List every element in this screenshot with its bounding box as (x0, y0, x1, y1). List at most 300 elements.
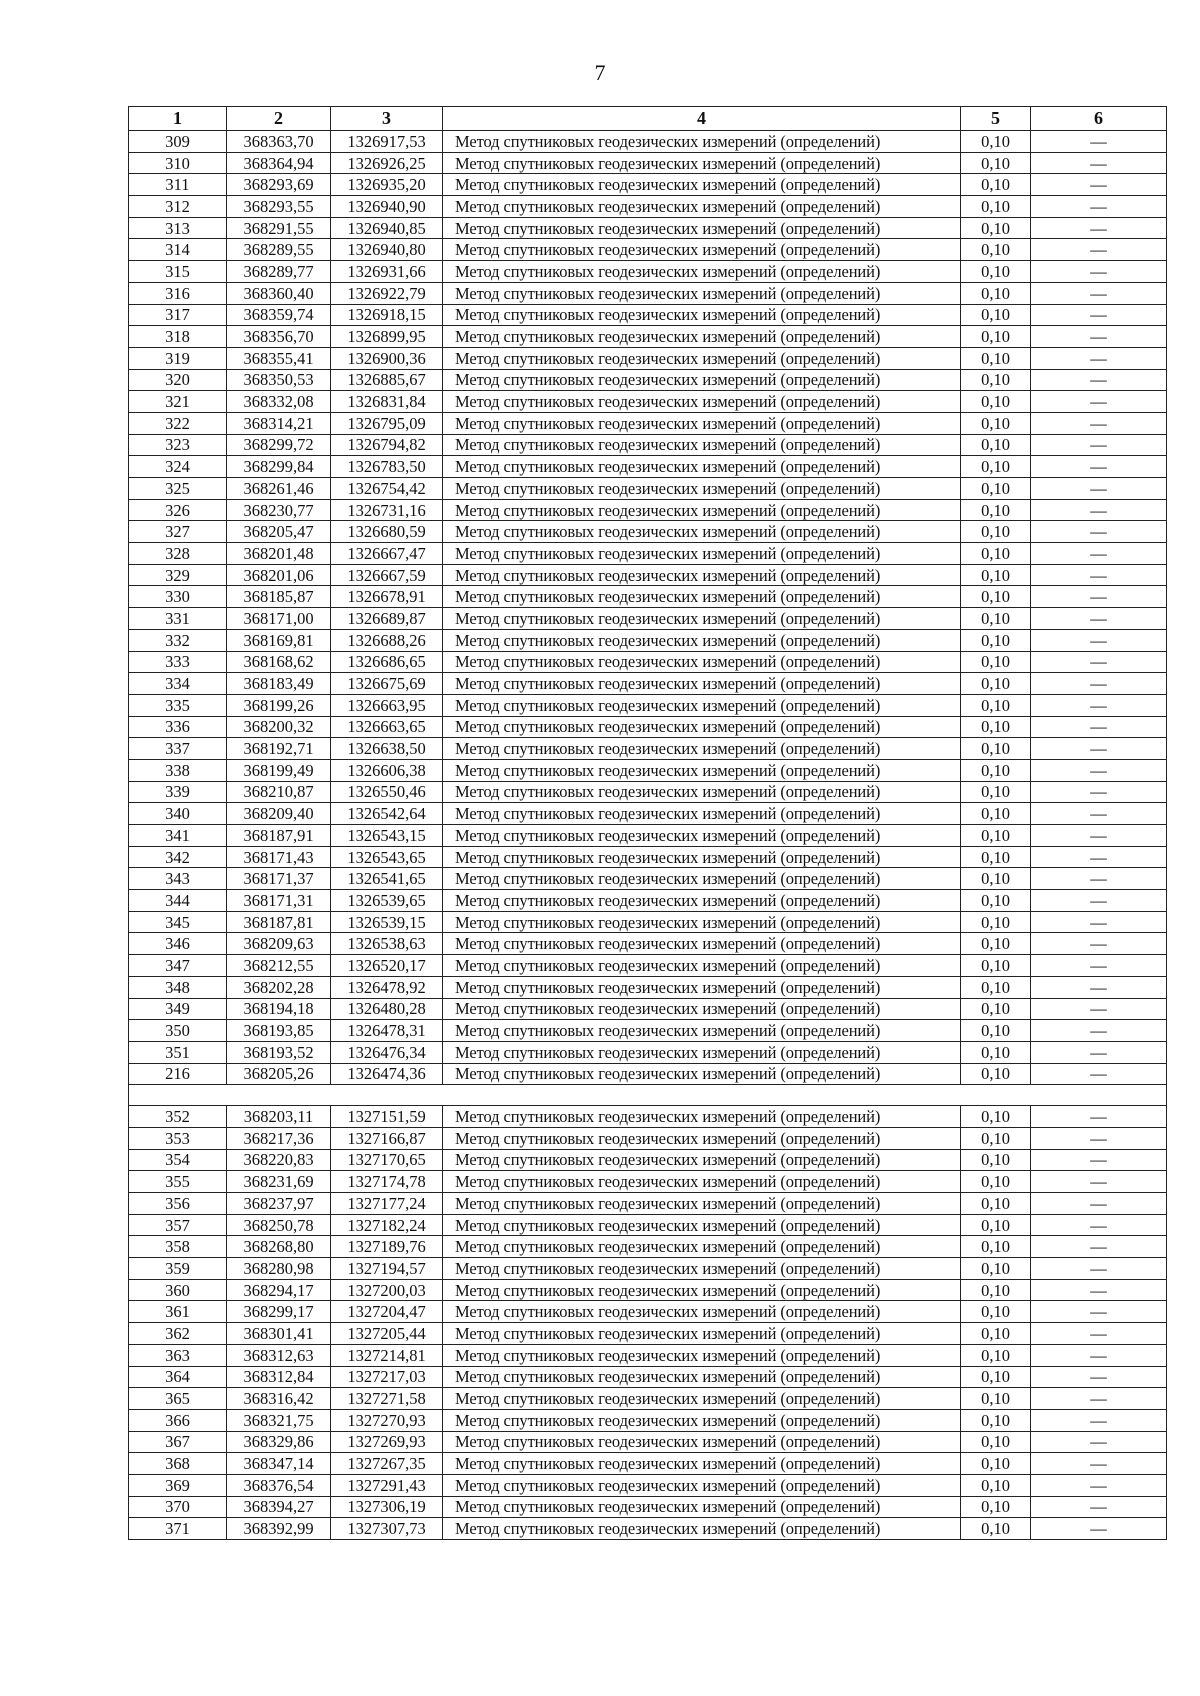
table-row (129, 1106, 1167, 1128)
coordinate-x: 368312,63 (227, 1344, 331, 1366)
coordinate-y: 1327269,93 (331, 1431, 443, 1453)
table-row (129, 1474, 1167, 1496)
header-row (129, 107, 1167, 131)
coordinate-y: 1326940,80 (331, 239, 443, 261)
point-number: 313 (129, 217, 227, 239)
point-number: 351 (129, 1041, 227, 1063)
coordinate-y: 1326476,34 (331, 1041, 443, 1063)
accuracy-cell: 0,10 (961, 694, 1031, 716)
accuracy-cell: 0,10 (961, 261, 1031, 283)
table-row (129, 1063, 1167, 1085)
description-cell: — (1031, 608, 1167, 630)
description-cell: — (1031, 1409, 1167, 1431)
coordinate-y: 1326783,50 (331, 456, 443, 478)
coordinate-y: 1326478,92 (331, 976, 443, 998)
point-number: 345 (129, 911, 227, 933)
method-cell: Метод спутниковых геодезических измерений (определений) (443, 1063, 961, 1085)
point-number: 336 (129, 716, 227, 738)
coordinate-x: 368217,36 (227, 1127, 331, 1149)
point-number: 310 (129, 152, 227, 174)
coordinate-y: 1326731,16 (331, 499, 443, 521)
point-number: 352 (129, 1106, 227, 1128)
description-cell: — (1031, 716, 1167, 738)
coordinate-y: 1326663,65 (331, 716, 443, 738)
table-row (129, 412, 1167, 434)
header-col-5: 5 (961, 107, 1031, 131)
table-row (129, 1344, 1167, 1366)
coordinate-x: 368289,77 (227, 261, 331, 283)
coordinate-y: 1327217,03 (331, 1366, 443, 1388)
description-cell: — (1031, 998, 1167, 1020)
method-cell: Метод спутниковых геодезических измерений (определений) (443, 1496, 961, 1518)
accuracy-cell: 0,10 (961, 1171, 1031, 1193)
description-cell: — (1031, 781, 1167, 803)
coordinate-x: 368355,41 (227, 347, 331, 369)
accuracy-cell: 0,10 (961, 825, 1031, 847)
coordinate-x: 368321,75 (227, 1409, 331, 1431)
coordinate-y: 1326678,91 (331, 586, 443, 608)
method-cell: Метод спутниковых геодезических измерений (определений) (443, 1214, 961, 1236)
method-cell: Метод спутниковых геодезических измерений (определений) (443, 1193, 961, 1215)
point-number: 366 (129, 1409, 227, 1431)
description-cell: — (1031, 1301, 1167, 1323)
method-cell: Метод спутниковых геодезических измерений (определений) (443, 282, 961, 304)
table-row (129, 1431, 1167, 1453)
method-cell: Метод спутниковых геодезических измерений (определений) (443, 1409, 961, 1431)
table-row (129, 543, 1167, 565)
table-row (129, 911, 1167, 933)
description-cell: — (1031, 890, 1167, 912)
coordinate-x: 368316,42 (227, 1388, 331, 1410)
coordinate-x: 368205,47 (227, 521, 331, 543)
coordinate-y: 1326667,47 (331, 543, 443, 565)
description-cell: — (1031, 803, 1167, 825)
table-row (129, 1020, 1167, 1042)
coordinate-x: 368171,31 (227, 890, 331, 912)
coordinate-y: 1326667,59 (331, 564, 443, 586)
coordinate-x: 368192,71 (227, 738, 331, 760)
coordinate-y: 1326900,36 (331, 347, 443, 369)
point-number: 361 (129, 1301, 227, 1323)
method-cell: Метод спутниковых геодезических измерений (определений) (443, 1344, 961, 1366)
header-col-6: 6 (1031, 107, 1167, 131)
coordinate-y: 1327170,65 (331, 1149, 443, 1171)
point-number: 353 (129, 1127, 227, 1149)
coordinate-x: 368329,86 (227, 1431, 331, 1453)
coordinate-x: 368193,52 (227, 1041, 331, 1063)
description-cell: — (1031, 391, 1167, 413)
point-number: 216 (129, 1063, 227, 1085)
accuracy-cell: 0,10 (961, 412, 1031, 434)
table-row (129, 326, 1167, 348)
table-row (129, 1496, 1167, 1518)
coordinate-y: 1326663,95 (331, 694, 443, 716)
coordinate-y: 1326931,66 (331, 261, 443, 283)
point-number: 367 (129, 1431, 227, 1453)
method-cell: Метод спутниковых геодезических измерений (определений) (443, 174, 961, 196)
coordinate-x: 368376,54 (227, 1474, 331, 1496)
method-cell: Метод спутниковых геодезических измерений (определений) (443, 846, 961, 868)
accuracy-cell: 0,10 (961, 1214, 1031, 1236)
accuracy-cell: 0,10 (961, 564, 1031, 586)
table-row (129, 933, 1167, 955)
point-number: 330 (129, 586, 227, 608)
accuracy-cell: 0,10 (961, 521, 1031, 543)
method-cell: Метод спутниковых геодезических измерений (определений) (443, 217, 961, 239)
description-cell: — (1031, 759, 1167, 781)
table-row (129, 174, 1167, 196)
accuracy-cell: 0,10 (961, 976, 1031, 998)
description-cell: — (1031, 976, 1167, 998)
accuracy-cell: 0,10 (961, 543, 1031, 565)
method-cell: Метод спутниковых геодезических измерений (определений) (443, 673, 961, 695)
coordinate-y: 1326474,36 (331, 1063, 443, 1085)
page-number: 7 (594, 60, 606, 85)
description-cell: — (1031, 152, 1167, 174)
method-cell: Метод спутниковых геодезических измерений (определений) (443, 694, 961, 716)
point-number: 319 (129, 347, 227, 369)
coordinate-x: 368392,99 (227, 1518, 331, 1540)
point-number: 365 (129, 1388, 227, 1410)
point-number: 311 (129, 174, 227, 196)
point-number: 312 (129, 196, 227, 218)
accuracy-cell: 0,10 (961, 391, 1031, 413)
description-cell: — (1031, 478, 1167, 500)
method-cell: Метод спутниковых геодезических измерений (определений) (443, 1366, 961, 1388)
coordinate-y: 1326638,50 (331, 738, 443, 760)
description-cell: — (1031, 174, 1167, 196)
description-cell: — (1031, 543, 1167, 565)
coordinate-x: 368280,98 (227, 1258, 331, 1280)
accuracy-cell: 0,10 (961, 1279, 1031, 1301)
method-cell: Метод спутниковых геодезических измерений (определений) (443, 564, 961, 586)
description-cell: — (1031, 586, 1167, 608)
method-cell: Метод спутниковых геодезических измерений (определений) (443, 412, 961, 434)
description-cell: — (1031, 1127, 1167, 1149)
section-separator (129, 1085, 1167, 1106)
point-number: 337 (129, 738, 227, 760)
accuracy-cell: 0,10 (961, 326, 1031, 348)
coordinate-y: 1326918,15 (331, 304, 443, 326)
accuracy-cell: 0,10 (961, 586, 1031, 608)
point-number: 338 (129, 759, 227, 781)
coordinate-y: 1326543,65 (331, 846, 443, 868)
method-cell: Метод спутниковых геодезических измерений (определений) (443, 1106, 961, 1128)
coordinate-y: 1326831,84 (331, 391, 443, 413)
point-number: 332 (129, 629, 227, 651)
point-number: 309 (129, 131, 227, 153)
coordinate-y: 1326922,79 (331, 282, 443, 304)
table-row (129, 738, 1167, 760)
description-cell: — (1031, 326, 1167, 348)
table-row (129, 131, 1167, 153)
accuracy-cell: 0,10 (961, 131, 1031, 153)
point-number: 358 (129, 1236, 227, 1258)
description-cell: — (1031, 1149, 1167, 1171)
coordinate-x: 368231,69 (227, 1171, 331, 1193)
section-separator-row (129, 1085, 1167, 1106)
coordinate-y: 1326795,09 (331, 412, 443, 434)
accuracy-cell: 0,10 (961, 1323, 1031, 1345)
table-row (129, 1388, 1167, 1410)
table-row (129, 759, 1167, 781)
accuracy-cell: 0,10 (961, 1127, 1031, 1149)
accuracy-cell: 0,10 (961, 759, 1031, 781)
point-number: 339 (129, 781, 227, 803)
description-cell: — (1031, 196, 1167, 218)
table-row (129, 1149, 1167, 1171)
coordinate-y: 1326926,25 (331, 152, 443, 174)
point-number: 320 (129, 369, 227, 391)
coordinate-x: 368347,14 (227, 1453, 331, 1475)
coordinate-x: 368301,41 (227, 1323, 331, 1345)
coordinate-y: 1327174,78 (331, 1171, 443, 1193)
description-cell: — (1031, 1258, 1167, 1280)
coordinate-x: 368314,21 (227, 412, 331, 434)
accuracy-cell: 0,10 (961, 478, 1031, 500)
description-cell: — (1031, 1518, 1167, 1540)
accuracy-cell: 0,10 (961, 1453, 1031, 1475)
method-cell: Метод спутниковых геодезических измерений (определений) (443, 347, 961, 369)
accuracy-cell: 0,10 (961, 1106, 1031, 1128)
accuracy-cell: 0,10 (961, 781, 1031, 803)
point-number: 344 (129, 890, 227, 912)
coordinate-x: 368185,87 (227, 586, 331, 608)
accuracy-cell: 0,10 (961, 651, 1031, 673)
method-cell: Метод спутниковых геодезических измерений (определений) (443, 456, 961, 478)
method-cell: Метод спутниковых геодезических измерений (определений) (443, 1518, 961, 1540)
table-row (129, 586, 1167, 608)
coordinate-y: 1326478,31 (331, 1020, 443, 1042)
accuracy-cell: 0,10 (961, 1020, 1031, 1042)
coordinate-x: 368350,53 (227, 369, 331, 391)
method-cell: Метод спутниковых геодезических измерений (определений) (443, 976, 961, 998)
accuracy-cell: 0,10 (961, 369, 1031, 391)
header-col-1: 1 (129, 107, 227, 131)
method-cell: Метод спутниковых геодезических измерений (определений) (443, 738, 961, 760)
point-number: 359 (129, 1258, 227, 1280)
accuracy-cell: 0,10 (961, 174, 1031, 196)
description-cell: — (1031, 1193, 1167, 1215)
coordinate-x: 368359,74 (227, 304, 331, 326)
accuracy-cell: 0,10 (961, 304, 1031, 326)
method-cell: Метод спутниковых геодезических измерений (определений) (443, 239, 961, 261)
coordinate-y: 1326680,59 (331, 521, 443, 543)
table-body (129, 131, 1167, 1540)
accuracy-cell: 0,10 (961, 868, 1031, 890)
method-cell: Метод спутниковых геодезических измерений (определений) (443, 196, 961, 218)
table-row (129, 391, 1167, 413)
method-cell: Метод спутниковых геодезических измерений (определений) (443, 304, 961, 326)
description-cell: — (1031, 261, 1167, 283)
method-cell: Метод спутниковых геодезических измерений (определений) (443, 651, 961, 673)
method-cell: Метод спутниковых геодезических измерений (определений) (443, 1323, 961, 1345)
point-number: 328 (129, 543, 227, 565)
table-row (129, 1323, 1167, 1345)
accuracy-cell: 0,10 (961, 1431, 1031, 1453)
description-cell: — (1031, 911, 1167, 933)
coordinate-y: 1326480,28 (331, 998, 443, 1020)
accuracy-cell: 0,10 (961, 911, 1031, 933)
method-cell: Метод спутниковых геодезических измерений (определений) (443, 543, 961, 565)
accuracy-cell: 0,10 (961, 1388, 1031, 1410)
accuracy-cell: 0,10 (961, 890, 1031, 912)
accuracy-cell: 0,10 (961, 998, 1031, 1020)
description-cell: — (1031, 1323, 1167, 1345)
coordinate-x: 368199,49 (227, 759, 331, 781)
coordinate-x: 368332,08 (227, 391, 331, 413)
method-cell: Метод спутниковых геодезических измерений (определений) (443, 890, 961, 912)
method-cell: Метод спутниковых геодезических измерений (определений) (443, 478, 961, 500)
table-row (129, 369, 1167, 391)
coordinate-x: 368291,55 (227, 217, 331, 239)
description-cell: — (1031, 1496, 1167, 1518)
coordinate-x: 368299,72 (227, 434, 331, 456)
coordinate-x: 368209,40 (227, 803, 331, 825)
coordinate-y: 1327194,57 (331, 1258, 443, 1280)
coordinate-y: 1326917,53 (331, 131, 443, 153)
description-cell: — (1031, 825, 1167, 847)
coordinate-y: 1326520,17 (331, 955, 443, 977)
method-cell: Метод спутниковых геодезических измерений (определений) (443, 261, 961, 283)
point-number: 343 (129, 868, 227, 890)
coordinate-x: 368360,40 (227, 282, 331, 304)
coordinate-x: 368200,32 (227, 716, 331, 738)
point-number: 362 (129, 1323, 227, 1345)
method-cell: Метод спутниковых геодезических измерений (определений) (443, 1149, 961, 1171)
method-cell: Метод спутниковых геодезических измерений (определений) (443, 1453, 961, 1475)
accuracy-cell: 0,10 (961, 1193, 1031, 1215)
table-row (129, 825, 1167, 847)
accuracy-cell: 0,10 (961, 499, 1031, 521)
table-row (129, 564, 1167, 586)
table-row (129, 608, 1167, 630)
coordinate-y: 1326688,26 (331, 629, 443, 651)
method-cell: Метод спутниковых геодезических измерений (определений) (443, 825, 961, 847)
accuracy-cell: 0,10 (961, 955, 1031, 977)
description-cell: — (1031, 217, 1167, 239)
coordinate-y: 1327214,81 (331, 1344, 443, 1366)
coordinate-x: 368201,06 (227, 564, 331, 586)
accuracy-cell: 0,10 (961, 933, 1031, 955)
point-number: 316 (129, 282, 227, 304)
description-cell: — (1031, 673, 1167, 695)
accuracy-cell: 0,10 (961, 716, 1031, 738)
coordinate-y: 1327151,59 (331, 1106, 443, 1128)
coordinate-x: 368171,43 (227, 846, 331, 868)
table-row (129, 282, 1167, 304)
method-cell: Метод спутниковых геодезических измерений (определений) (443, 1279, 961, 1301)
description-cell: — (1031, 1279, 1167, 1301)
point-number: 321 (129, 391, 227, 413)
point-number: 342 (129, 846, 227, 868)
method-cell: Метод спутниковых геодезических измерений (определений) (443, 1474, 961, 1496)
coordinate-x: 368193,85 (227, 1020, 331, 1042)
method-cell: Метод спутниковых геодезических измерений (определений) (443, 955, 961, 977)
description-cell: — (1031, 456, 1167, 478)
coordinates-table (128, 106, 1167, 1540)
table-row (129, 716, 1167, 738)
table-row (129, 629, 1167, 651)
coordinate-x: 368293,69 (227, 174, 331, 196)
accuracy-cell: 0,10 (961, 1518, 1031, 1540)
table-row (129, 521, 1167, 543)
table-row (129, 868, 1167, 890)
coordinate-x: 368199,26 (227, 694, 331, 716)
point-number: 325 (129, 478, 227, 500)
table-row (129, 217, 1167, 239)
table-row (129, 347, 1167, 369)
coordinate-y: 1327205,44 (331, 1323, 443, 1345)
coordinate-y: 1326539,65 (331, 890, 443, 912)
table-row (129, 1518, 1167, 1540)
method-cell: Метод спутниковых геодезических измерений (определений) (443, 1258, 961, 1280)
coordinate-x: 368363,70 (227, 131, 331, 153)
description-cell: — (1031, 1344, 1167, 1366)
coordinate-y: 1327189,76 (331, 1236, 443, 1258)
coordinate-y: 1327204,47 (331, 1301, 443, 1323)
table-row (129, 304, 1167, 326)
point-number: 340 (129, 803, 227, 825)
coordinate-y: 1326885,67 (331, 369, 443, 391)
description-cell: — (1031, 868, 1167, 890)
coordinate-x: 368171,37 (227, 868, 331, 890)
accuracy-cell: 0,10 (961, 1041, 1031, 1063)
method-cell: Метод спутниковых геодезических измерений (определений) (443, 586, 961, 608)
description-cell: — (1031, 434, 1167, 456)
description-cell: — (1031, 694, 1167, 716)
coordinate-x: 368356,70 (227, 326, 331, 348)
coordinate-y: 1326542,64 (331, 803, 443, 825)
accuracy-cell: 0,10 (961, 1258, 1031, 1280)
accuracy-cell: 0,10 (961, 1366, 1031, 1388)
header-col-4: 4 (443, 107, 961, 131)
method-cell: Метод спутниковых геодезических измерений (определений) (443, 781, 961, 803)
coordinate-x: 368209,63 (227, 933, 331, 955)
coordinate-x: 368289,55 (227, 239, 331, 261)
method-cell: Метод спутниковых геодезических измерений (определений) (443, 326, 961, 348)
coordinate-y: 1326538,63 (331, 933, 443, 955)
table-row (129, 1193, 1167, 1215)
method-cell: Метод спутниковых геодезических измерений (определений) (443, 1301, 961, 1323)
coordinate-y: 1327177,24 (331, 1193, 443, 1215)
coordinate-x: 368268,80 (227, 1236, 331, 1258)
description-cell: — (1031, 1474, 1167, 1496)
coordinate-x: 368168,62 (227, 651, 331, 673)
table-row (129, 1214, 1167, 1236)
coordinate-y: 1327291,43 (331, 1474, 443, 1496)
point-number: 348 (129, 976, 227, 998)
coordinate-x: 368220,83 (227, 1149, 331, 1171)
description-cell: — (1031, 499, 1167, 521)
description-cell: — (1031, 564, 1167, 586)
description-cell: — (1031, 1063, 1167, 1085)
point-number: 341 (129, 825, 227, 847)
method-cell: Метод спутниковых геодезических измерений (определений) (443, 608, 961, 630)
table-row (129, 196, 1167, 218)
coordinate-y: 1326899,95 (331, 326, 443, 348)
point-number: 360 (129, 1279, 227, 1301)
description-cell: — (1031, 521, 1167, 543)
description-cell: — (1031, 1214, 1167, 1236)
point-number: 363 (129, 1344, 227, 1366)
coordinate-x: 368237,97 (227, 1193, 331, 1215)
table-row (129, 434, 1167, 456)
table-row (129, 1258, 1167, 1280)
method-cell: Метод спутниковых геодезических измерений (определений) (443, 868, 961, 890)
coordinate-x: 368312,84 (227, 1366, 331, 1388)
description-cell: — (1031, 1366, 1167, 1388)
